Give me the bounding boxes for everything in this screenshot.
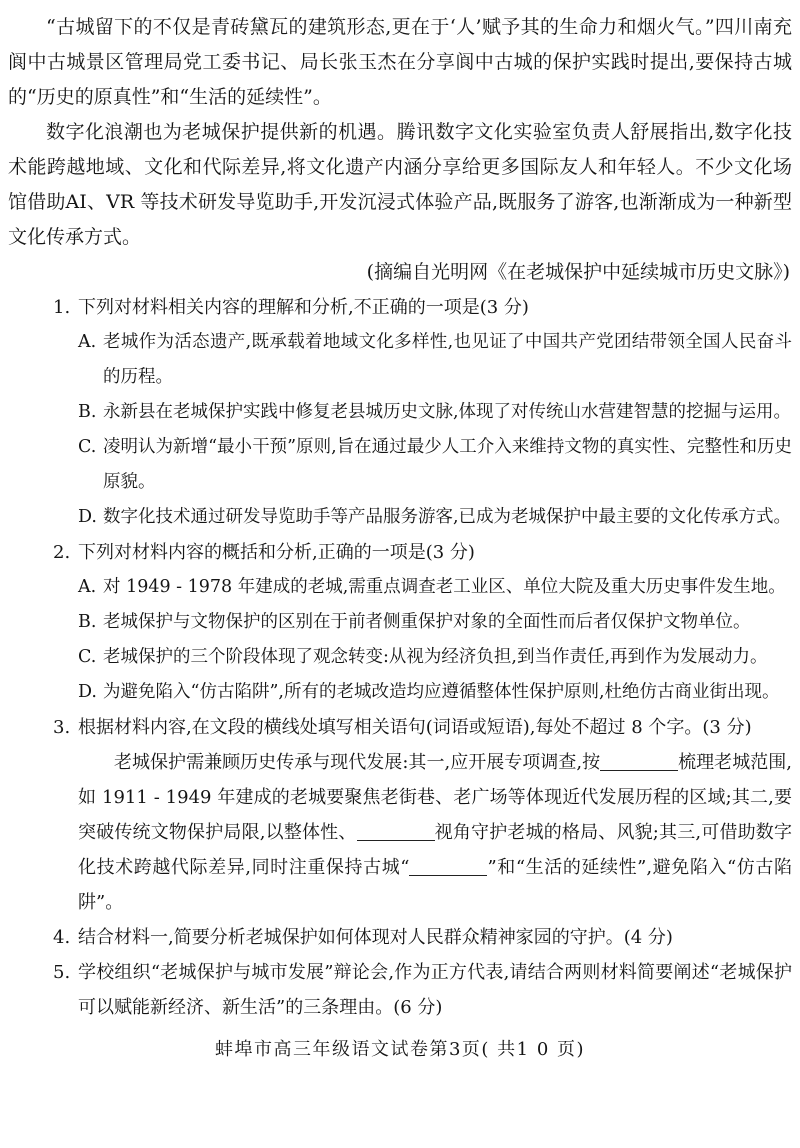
- question-stem-text: 下列对材料相关内容的理解和分析,不正确的一项是(3 分): [78, 297, 529, 318]
- option-label: C.: [78, 647, 97, 667]
- blank-line: [409, 875, 487, 876]
- question-number: 2.: [53, 542, 71, 563]
- question-stem: [8, 710, 792, 745]
- material-attribution: (摘编自光明网《在老城保护中延续城市历史文脉》): [366, 261, 790, 283]
- option-text: 凌明认为新增“最小干预”原则,旨在通过最少人工介入来维持文物的真实性、完整性和历史原貌。: [103, 437, 792, 492]
- blank-line: [357, 840, 435, 841]
- question-5: [8, 955, 792, 1025]
- question-stem-text: 学校组织“老城保护与城市发展”辩论会,作为正方代表,请结合两则材料简要阐述“老城保护可以赋能新经济、新生活”的三条理由。(6 分): [78, 962, 792, 1018]
- passage-text: 老城保护需兼顾历史传承与现代发展:其一,应开展专项调查,按: [114, 752, 601, 773]
- option-label: D.: [78, 507, 97, 527]
- question-1: [8, 290, 792, 535]
- option-d: [78, 675, 792, 710]
- question-number: 3.: [53, 717, 71, 738]
- option-label: B.: [78, 612, 97, 632]
- option-c: [78, 430, 792, 500]
- page-footer: 蚌埠市高三年级语文试卷第3页( 共1 0 页): [214, 1039, 586, 1060]
- option-text: 老城保护与文物保护的区别在于前者侧重保护对象的全面性而后者仅保护文物单位。: [103, 612, 751, 632]
- question-number: 1.: [53, 297, 71, 318]
- option-label: C.: [78, 437, 97, 457]
- material-section: [8, 10, 792, 290]
- option-d: [78, 500, 792, 535]
- question-stem: [8, 920, 792, 955]
- material-paragraph-1: “古城留下的不仅是青砖黛瓦的建筑形态,更在于‘人’赋予其的生命力和烟火气。”四川南充阆中古城景区管理局党工委书记、局长张玉杰在分享阆中古城的保护实践时提出,要保持古城的“历史的原真性”和“生活的延续性”。: [8, 16, 792, 108]
- option-b: [78, 605, 792, 640]
- option-text: 对 1949 - 1978 年建成的老城,需重点调查老工业区、单位大院及重大历史事件发生地。: [103, 577, 786, 597]
- option-label: D.: [78, 682, 97, 702]
- material-paragraph-2: 数字化浪潮也为老城保护提供新的机遇。腾讯数字文化实验室负责人舒展指出,数字化技术能跨越地域、文化和代际差异,将文化遗产内涵分享给更多国际友人和年轻人。不少文化场馆借助AI、VR 等技术研发导览助手,开发沉浸式体验产品,既服务了游客,也渐渐成为一种新型文化传承方式。: [8, 121, 792, 248]
- option-a: [78, 325, 792, 395]
- question-4: [8, 920, 792, 955]
- question-number: 5.: [53, 962, 71, 983]
- option-c: [78, 640, 792, 675]
- option-text: 老城作为活态遗产,既承载着地域文化多样性,也见证了中国共产党团结带领全国人民奋斗的历程。: [103, 332, 792, 387]
- question-number: 4.: [53, 927, 71, 948]
- questions-section: [8, 290, 792, 1025]
- question-stem: [8, 955, 792, 1025]
- passage-text: 视角守护老城的格局、风貌;其三,可借助数字化技术跨越代际差异,同时注重保持古城“: [78, 822, 792, 878]
- option-label: A.: [78, 332, 97, 352]
- option-label: A.: [78, 577, 97, 597]
- option-text: 老城保护的三个阶段体现了观念转变:从视为经济负担,到当作责任,再到作为发展动力。: [103, 647, 768, 667]
- passage-text: ”和“生活的延续性”,避免陷入“仿古陷阱”。: [78, 857, 792, 913]
- fill-in-passage: [78, 745, 792, 920]
- passage-text: 梳理老城范围,如 1911 - 1949 年建成的老城要聚焦老街巷、老广场等体现近代发展历程的区域;其二,要突破传统文物保护局限,以整体性、: [78, 752, 792, 843]
- question-stem: [8, 535, 792, 570]
- question-stem-text: 结合材料一,简要分析老城保护如何体现对人民群众精神家园的守护。(4 分): [78, 927, 673, 948]
- option-text: 永新县在老城保护实践中修复老县城历史文脉,体现了对传统山水营建智慧的挖掘与运用。: [103, 402, 792, 422]
- question-stem-text: 下列对材料内容的概括和分析,正确的一项是(3 分): [78, 542, 475, 563]
- blank-line: [600, 770, 678, 771]
- question-stem-text: 根据材料内容,在文段的横线处填写相关语句(词语或短语),每处不超过 8 个字。(3 分): [78, 717, 752, 738]
- option-b: [78, 395, 792, 430]
- question-stem: [8, 290, 792, 325]
- option-text: 为避免陷入“仿古陷阱”,所有的老城改造均应遵循整体性保护原则,杜绝仿古商业街出现。: [103, 682, 780, 702]
- option-text: 数字化技术通过研发导览助手等产品服务游客,已成为老城保护中最主要的文化传承方式。: [103, 507, 792, 527]
- option-label: B.: [78, 402, 97, 422]
- question-2: [8, 535, 792, 710]
- question-3: [8, 710, 792, 920]
- option-a: [78, 570, 792, 605]
